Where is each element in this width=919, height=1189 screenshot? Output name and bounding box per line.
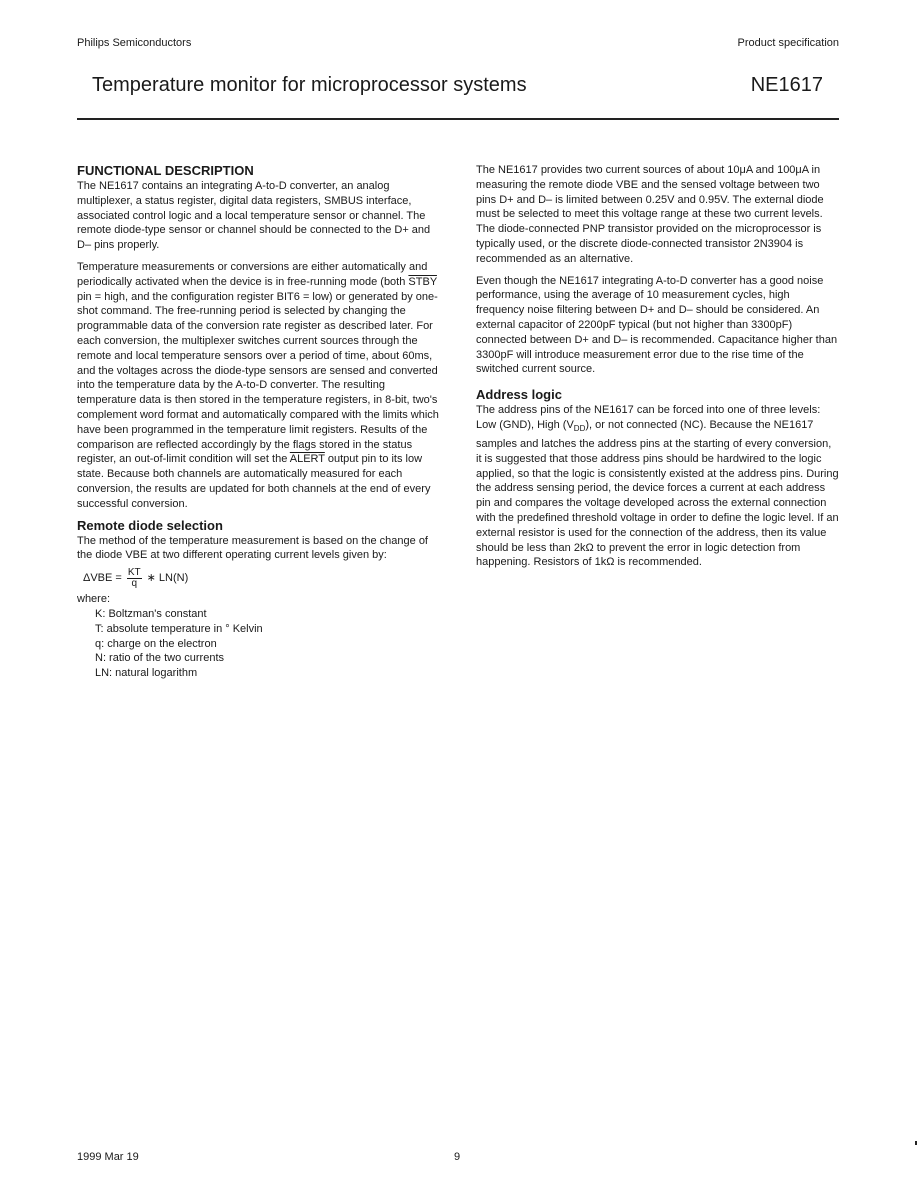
equation-fraction [127, 568, 142, 589]
alert-pin-label: ALERT [289, 453, 325, 466]
definition-item: N: ratio of the two currents [95, 652, 224, 665]
paragraph-measurements-part3: output pin to its low state. Because both channels are automatically measured for each conversion, the results are updated for both channels at the end of every successful conversion. [77, 453, 431, 510]
header-company: Philips Semiconductors [77, 37, 192, 49]
header-divider [77, 118, 839, 120]
right-column [476, 163, 839, 570]
paragraph-address-logic [476, 403, 839, 570]
document-title: Temperature monitor for microprocessor systems [92, 74, 527, 96]
paragraph-measurements [77, 260, 442, 512]
definition-item: T: absolute temperature in ° Kelvin [95, 622, 263, 635]
definition-item: K: Boltzman's constant [95, 607, 207, 620]
equation-delta-vbe [83, 568, 442, 589]
header-doc-type: Product specification [737, 37, 839, 49]
heading-address-logic: Address logic [476, 387, 562, 403]
definition-list [95, 607, 442, 681]
paragraph-address-part1: The address pins of the NE1617 can be forced into one of three levels: Low (GND), High (V [476, 404, 821, 431]
paragraph-remote-diode: The method of the temperature measurement is based on the change of the diode VBE at two different operating current levels given by: [77, 534, 428, 562]
equation-denominator: q [131, 578, 138, 590]
paragraph-measurements-part2: pin = high, and the configuration register BIT6 = low) or generated by one-shot command. The free-running period is selected by changing the programmable data of the conversion rate register as described later. For each conversion, the multiplexer switches current sources through the remote and local temperature sensors over a period of time, about 60ms, and the voltages across the diode-type sensors are sensed and converted into the temperature data by the A-to-D converter. The resulting temperature data is then stored in the temperature registers, in 8-bit, two's complement word format and automatically compared with the limits which have been programmed in the temperature limit registers. Results of the comparison are reflected accordingly by the flags stored in the status register, an out-of-limit condition will set the [77, 290, 439, 466]
footer-date: 1999 Mar 19 [77, 1151, 139, 1163]
page-number: 9 [454, 1151, 461, 1163]
stby-pin-label: STBY [408, 275, 437, 288]
where-label: where: [77, 593, 111, 606]
page-corner-mark [915, 1141, 917, 1145]
paragraph-noise-filtering: Even though the NE1617 integrating A-to-D converter has a good noise performance, using the average of 10 measurement cycles, high frequency noise filtering between D+ and D– should be considered. An external capacitor of 2200pF typical (but not higher than 3300pF) connected between D+ and D– is recommended. Capacitance higher than 3300pF will introduce measurement error due to the rise time of the switched current source. [476, 274, 838, 376]
paragraph-measurements-part1: Temperature measurements or conversions are either automatically and periodically activated when the device is in free-running mode (both [77, 260, 428, 288]
paragraph-address-part2: ), or not connected (NC). Because the NE1617 samples and latches the address pins at the starting of every conversion, it is suggested that those address pins should be hardwired to the logic applied, so that the logic is consistently existed at the address pins. During the address sensing period, the device forces a current at each address pin and compares the voltage developed across the external connection with the predefined threshold voltage in order to define the logic level. If an external resistor is used for the connection of the address, then its value should be less than 2kΩ to prevent the error in logic detection from happening. Resistors of 1kΩ is recommended. [476, 418, 839, 569]
definition-item: q: charge on the electron [95, 637, 217, 650]
heading-remote-diode-selection: Remote diode selection [77, 517, 223, 533]
vdd-subscript: DD [573, 424, 586, 434]
equation-numerator: KT [127, 567, 141, 579]
part-number: NE1617 [750, 74, 823, 96]
definition-item: LN: natural logarithm [95, 667, 198, 680]
section-heading-functional-description: FUNCTIONAL DESCRIPTION [77, 163, 254, 178]
left-column [77, 163, 442, 681]
equation-rhs: ∗ LN(N) [146, 572, 189, 585]
equation-lhs: ΔVBE = [83, 572, 122, 585]
paragraph-overview: The NE1617 contains an integrating A-to-D converter, an analog multiplexer, a status register, digital data registers, SMBUS interface, associated control logic and a local temperature sensor or channel. The remote diode-type sensor or channel should be connected to the D+ and D– pins properly. [77, 180, 431, 252]
paragraph-current-sources: The NE1617 provides two current sources of about 10μA and 100μA in measuring the remote diode VBE and the sensed voltage between two pins D+ and D– is limited between 0.25V and 0.95V. The external diode must be selected to meet this voltage range at these two current levels. The diode-connected PNP transistor provided on the microprocessor is typically used, or the discrete diode-connected transistor 2N3904 is recommended as an alternative. [476, 164, 824, 265]
